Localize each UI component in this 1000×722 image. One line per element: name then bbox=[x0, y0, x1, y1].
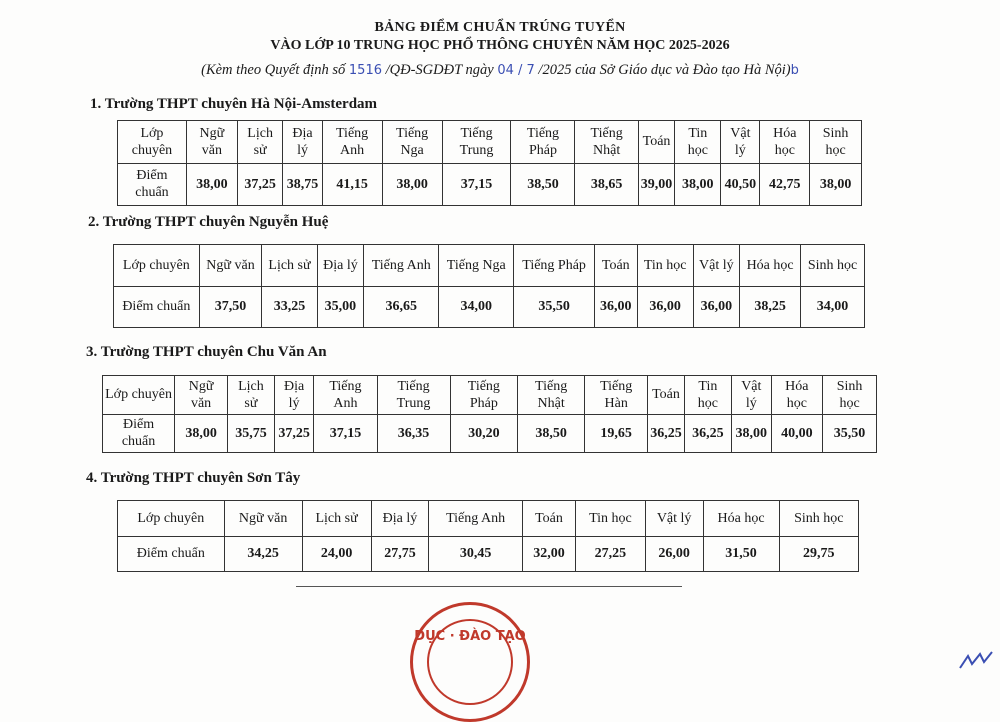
score-table-chu-van-an bbox=[102, 375, 877, 453]
seal-text: DỤC · ĐÀO TẠO bbox=[414, 629, 526, 644]
score-cell: 38,50 bbox=[511, 163, 575, 206]
subject-cell: Lịch sử bbox=[262, 245, 317, 287]
subject-cell: Hóa học bbox=[740, 245, 801, 287]
score-cell: 27,75 bbox=[371, 536, 429, 572]
subject-cell: Tiếng Anh bbox=[429, 501, 522, 537]
row-label-subject: Lớp chuyên bbox=[103, 376, 175, 415]
score-cell: 36,25 bbox=[684, 414, 731, 453]
subject-cell: Tiếng Anh bbox=[314, 376, 377, 415]
score-cell: 39,00 bbox=[638, 163, 675, 206]
score-table-amsterdam bbox=[117, 120, 862, 206]
subject-cell: Tiếng Trung bbox=[442, 121, 511, 164]
score-cell: 36,00 bbox=[637, 286, 693, 328]
score-cell: 38,65 bbox=[575, 163, 638, 206]
score-cell: 33,25 bbox=[262, 286, 317, 328]
score-table-son-tay bbox=[117, 500, 859, 572]
score-cell: 30,20 bbox=[450, 414, 518, 453]
subject-cell: Tin học bbox=[684, 376, 731, 415]
row-label-score: Điểm chuẩn bbox=[114, 286, 200, 328]
score-cell: 38,00 bbox=[175, 414, 228, 453]
score-cell: 38,75 bbox=[283, 163, 322, 206]
score-cell: 27,25 bbox=[576, 536, 646, 572]
subject-cell: Vật lý bbox=[732, 376, 772, 415]
score-table-nguyen-hue bbox=[113, 244, 865, 328]
school-heading: 4. Trường THPT chuyên Sơn Tây bbox=[86, 470, 301, 486]
score-cell: 37,25 bbox=[237, 163, 283, 206]
subject-cell: Tiếng Pháp bbox=[511, 121, 575, 164]
score-cell: 38,00 bbox=[810, 163, 862, 206]
decision-line bbox=[0, 62, 1000, 79]
score-cell: 36,65 bbox=[364, 286, 439, 328]
row-label-score: Điểm chuẩn bbox=[103, 414, 175, 453]
subject-cell: Tiếng Nhật bbox=[518, 376, 585, 415]
score-cell: 36,35 bbox=[377, 414, 450, 453]
subject-cell: Tiếng Anh bbox=[364, 245, 439, 287]
school-heading: 3. Trường THPT chuyên Chu Văn An bbox=[86, 344, 327, 360]
score-row bbox=[103, 414, 877, 453]
subject-cell: Hóa học bbox=[703, 501, 779, 537]
score-cell: 38,00 bbox=[382, 163, 442, 206]
subject-cell: Ngữ văn bbox=[199, 245, 262, 287]
score-cell: 35,00 bbox=[317, 286, 363, 328]
score-row bbox=[118, 536, 859, 572]
score-cell: 24,00 bbox=[302, 536, 371, 572]
score-cell: 34,00 bbox=[439, 286, 514, 328]
subject-cell: Vật lý bbox=[645, 501, 703, 537]
score-cell: 37,15 bbox=[314, 414, 377, 453]
subject-cell: Toán bbox=[594, 245, 637, 287]
subject-cell: Sinh học bbox=[810, 121, 862, 164]
subject-cell: Vật lý bbox=[693, 245, 739, 287]
subject-row bbox=[103, 376, 877, 415]
row-label-score: Điểm chuẩn bbox=[118, 536, 225, 572]
score-cell: 34,00 bbox=[801, 286, 865, 328]
subject-cell: Sinh học bbox=[801, 245, 865, 287]
subject-cell: Tin học bbox=[576, 501, 646, 537]
row-label-subject: Lớp chuyên bbox=[118, 121, 187, 164]
subject-cell: Tiếng Pháp bbox=[514, 245, 595, 287]
decision-prefix: (Kèm theo Quyết định số bbox=[201, 62, 349, 78]
school-heading: 1. Trường THPT chuyên Hà Nội-Amsterdam bbox=[90, 96, 378, 112]
subject-cell: Tiếng Hàn bbox=[585, 376, 648, 415]
subject-cell: Toán bbox=[648, 376, 685, 415]
subject-cell: Tin học bbox=[637, 245, 693, 287]
subject-cell: Hóa học bbox=[771, 376, 823, 415]
score-cell: 36,25 bbox=[648, 414, 685, 453]
score-cell: 40,50 bbox=[721, 163, 760, 206]
subject-cell: Toán bbox=[522, 501, 575, 537]
subject-cell: Lịch sử bbox=[237, 121, 283, 164]
subject-cell: Địa lý bbox=[283, 121, 322, 164]
decision-number: 1516 bbox=[348, 63, 382, 78]
row-label-score: Điểm chuẩn bbox=[118, 163, 187, 206]
score-cell: 41,15 bbox=[322, 163, 382, 206]
subject-cell: Tiếng Trung bbox=[377, 376, 450, 415]
decision-suffix: /2025 của Sở Giáo dục và Đào tạo Hà Nội) bbox=[534, 62, 791, 78]
score-cell: 31,50 bbox=[703, 536, 779, 572]
score-cell: 36,00 bbox=[594, 286, 637, 328]
subject-cell: Sinh học bbox=[823, 376, 877, 415]
subject-cell: Ngữ văn bbox=[175, 376, 228, 415]
subject-cell: Sinh học bbox=[779, 501, 858, 537]
score-row bbox=[114, 286, 865, 328]
row-label-subject: Lớp chuyên bbox=[114, 245, 200, 287]
decision-mid: /QĐ-SGDĐT ngày bbox=[382, 62, 498, 78]
subject-cell: Lịch sử bbox=[302, 501, 371, 537]
score-cell: 37,25 bbox=[274, 414, 314, 453]
doc-title-line1: BẢNG ĐIỂM CHUẨN TRÚNG TUYỂN bbox=[374, 20, 626, 35]
subject-row bbox=[114, 245, 865, 287]
subject-cell: Địa lý bbox=[274, 376, 314, 415]
hand-mark: b bbox=[790, 63, 799, 78]
subject-row bbox=[118, 501, 859, 537]
subject-cell: Tiếng Nga bbox=[382, 121, 442, 164]
subject-cell: Tiếng Nga bbox=[439, 245, 514, 287]
school-heading: 2. Trường THPT chuyên Nguyễn Huệ bbox=[88, 214, 329, 230]
subject-row bbox=[118, 121, 862, 164]
subject-cell: Tiếng Anh bbox=[322, 121, 382, 164]
score-cell: 40,00 bbox=[771, 414, 823, 453]
score-cell: 42,75 bbox=[760, 163, 810, 206]
subject-cell: Ngữ văn bbox=[186, 121, 237, 164]
score-cell: 38,00 bbox=[732, 414, 772, 453]
score-cell: 37,50 bbox=[199, 286, 262, 328]
score-cell: 38,50 bbox=[518, 414, 585, 453]
decision-date: 04 / 7 bbox=[497, 63, 535, 78]
subject-cell: Tin học bbox=[675, 121, 721, 164]
subject-cell: Địa lý bbox=[371, 501, 429, 537]
signature-line bbox=[296, 586, 682, 587]
score-cell: 38,00 bbox=[675, 163, 721, 206]
score-cell: 29,75 bbox=[779, 536, 858, 572]
subject-cell: Tiếng Nhật bbox=[575, 121, 638, 164]
score-cell: 34,25 bbox=[224, 536, 302, 572]
score-cell: 26,00 bbox=[645, 536, 703, 572]
official-seal bbox=[410, 602, 530, 722]
subject-cell: Hóa học bbox=[760, 121, 810, 164]
subject-cell: Địa lý bbox=[317, 245, 363, 287]
score-cell: 19,65 bbox=[585, 414, 648, 453]
subject-cell: Lịch sử bbox=[228, 376, 275, 415]
pen-mark-icon bbox=[958, 650, 998, 670]
score-cell: 32,00 bbox=[522, 536, 575, 572]
score-cell: 36,00 bbox=[693, 286, 739, 328]
subject-cell: Ngữ văn bbox=[224, 501, 302, 537]
doc-title-line2: VÀO LỚP 10 TRUNG HỌC PHỔ THÔNG CHUYÊN NĂM HỌC 2025-2026 bbox=[270, 38, 730, 53]
score-cell: 38,00 bbox=[186, 163, 237, 206]
score-cell: 35,50 bbox=[514, 286, 595, 328]
subject-cell: Toán bbox=[638, 121, 675, 164]
score-cell: 38,25 bbox=[740, 286, 801, 328]
score-row bbox=[118, 163, 862, 206]
row-label-subject: Lớp chuyên bbox=[118, 501, 225, 537]
score-cell: 35,75 bbox=[228, 414, 275, 453]
subject-cell: Vật lý bbox=[721, 121, 760, 164]
score-cell: 37,15 bbox=[442, 163, 511, 206]
subject-cell: Tiếng Pháp bbox=[450, 376, 518, 415]
score-cell: 30,45 bbox=[429, 536, 522, 572]
score-cell: 35,50 bbox=[823, 414, 877, 453]
